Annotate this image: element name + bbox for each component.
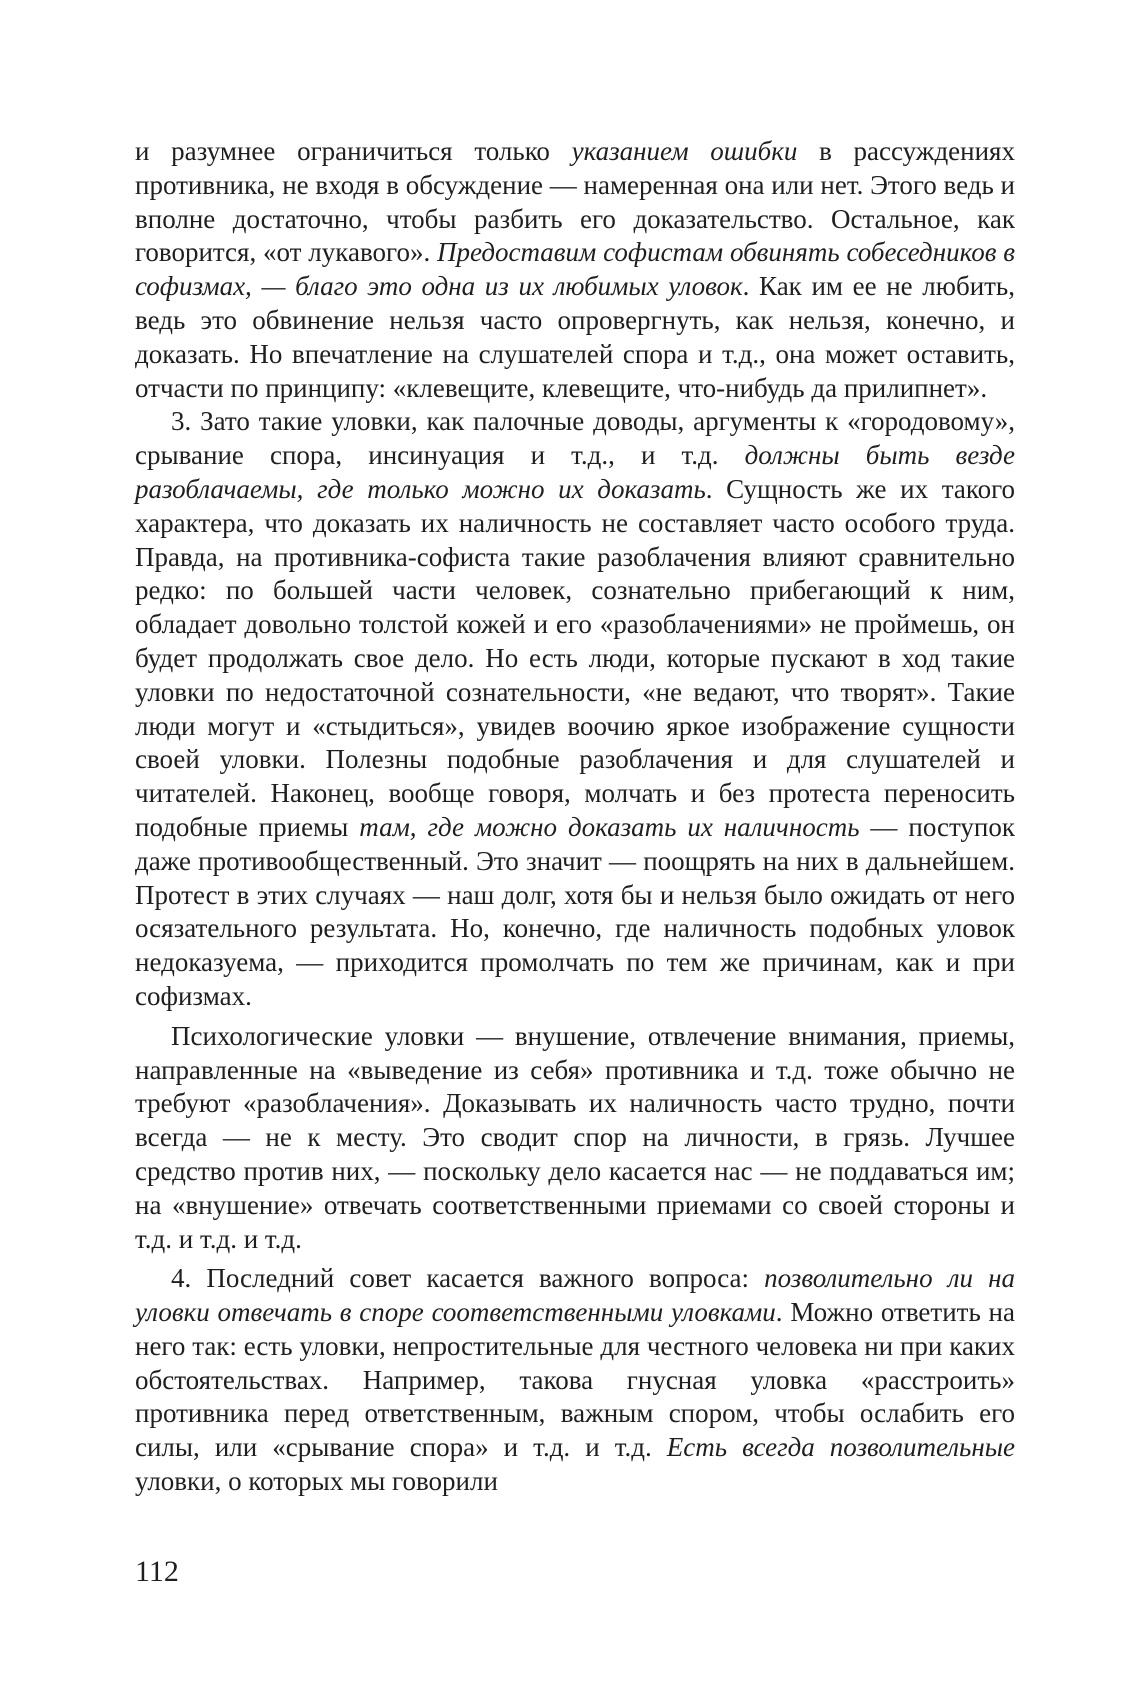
text-segment: . Можно ответить на него так: есть уловки, непростительные для честного человека ни при каких обстоятельствах. Например, такова гнусная уловка «расстроить» противника перед ответственным, важным спором, чтобы ослабить его силы, или «срывание спора» и т.д. и т.д.: [135, 1297, 1015, 1463]
page-number: 112: [135, 1555, 179, 1588]
text-segment: Психологические уловки — внушение, отвлечение внимания, приемы, направленные на «выведение из себя» противника и т.д. тоже обычно не требуют «разоблачения». Доказывать их наличность часто трудно, почти всегда — не к месту. Это сводит спор на личности, в грязь. Лучшее средство против них, — поскольку дело касается нас — не поддаваться им; на «внушение» отвечать соответственными приемами со своей стороны и т.д. и т.д. и т.д.: [135, 1020, 1015, 1254]
italic-segment: Есть всегда позволительные: [666, 1432, 1015, 1463]
text-segment: в рассуждениях противника, не входя в обсуждение — намеренная она или нет. Этого ведь и вполне достаточно, чтобы разбить его доказательство. Остальное, как говорится, «от лукавого».: [135, 136, 1015, 268]
body-text: [135, 135, 1015, 1499]
text-segment: уловки, о которых мы говорили: [135, 1466, 498, 1497]
italic-segment: позволительно ли на уловки отвечать в споре соответственными уловками: [135, 1263, 1016, 1328]
paragraph-4: [135, 1262, 1015, 1499]
italic-segment: указанием ошибки: [571, 136, 798, 166]
paragraph-3: [135, 1020, 1015, 1257]
italic-segment: Предоставим софистам обвинять собеседников в софизмах, — благо это одна из их любимых уловок: [135, 237, 1015, 302]
paragraph-1: [135, 135, 1015, 405]
text-segment: — поступок даже противообщественный. Это значит — поощрять на них в дальнейшем. Протест в этих случаях — наш долг, хотя бы и нельзя было ожидать от него осязательного результата. Но, конечно, где наличность подобных уловок недоказуема, — приходится промолчать по тем же причинам, как и при софизмах.: [135, 811, 1015, 1011]
text-segment: 4. Последний совет касается важного вопроса:: [171, 1263, 765, 1294]
italic-segment: там, где можно доказать их наличность: [359, 811, 860, 842]
text-segment: 3. Зато такие уловки, как палочные доводы, аргументы к «городовому», срывание спора, инсинуация и т.д., и т.д.: [135, 406, 1015, 471]
text-segment: . Сущность же их такого характера, что доказать их наличность не составляет часто особого труда. Правда, на противника-софиста такие разоблачения влияют сравнительно редко: по большей части человек, сознательно прибегающий к ним, обладает довольно толстой кожей и его «разоблачениями» не проймешь, он будет продолжать свое дело. Но есть люди, которые пускают в ход такие уловки по недостаточной сознательности, «не ведают, что творят». Такие люди могут и «стыдиться», увидев воочию яркое изображение сущности своей уловки. Полезны подобные разоблачения и для слушателей и читателей. Наконец, вообще говоря, молчать и без протеста переносить подобные приемы: [135, 473, 1015, 842]
paragraph-2: [135, 405, 1015, 1013]
text-segment: и разумнее ограничиться только: [135, 136, 572, 166]
text-segment: . Как им ее не любить, ведь это обвинение нельзя часто опровергнуть, как нельзя, конечно, и доказать. Но впечатление на слушателей спора и т.д., она может оставить, отчасти по принципу: «клевещите, клевещите, что-нибудь да прилипнет».: [135, 271, 1015, 403]
italic-segment: должны быть везде разоблачаемы, где только можно их доказать: [135, 440, 1016, 504]
